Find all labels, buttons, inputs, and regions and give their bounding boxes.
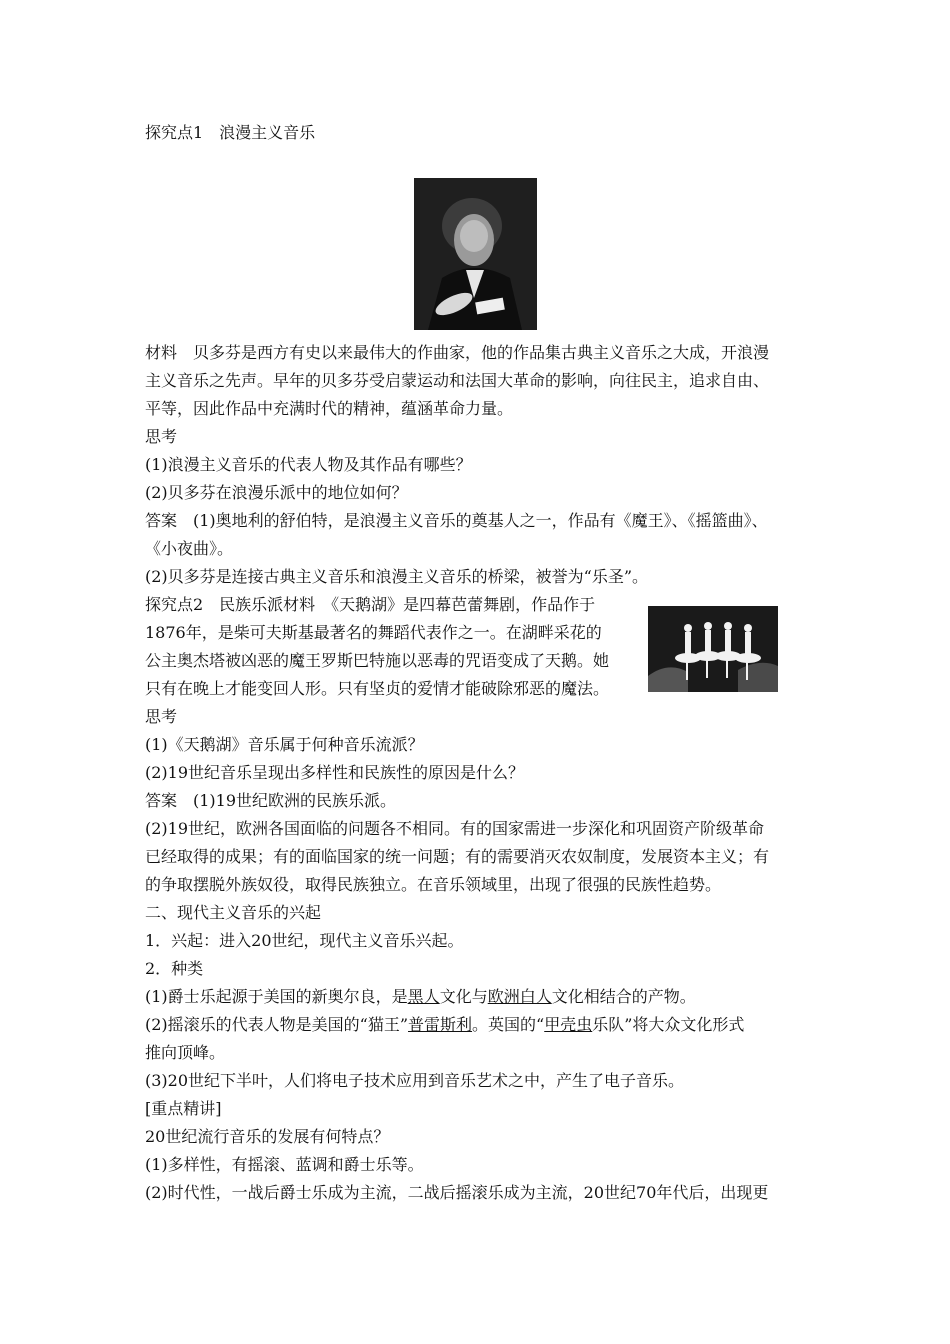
answer-2-line-3: 已经取得的成果；有的面临国家的统一问题；有的需要消灭农奴制度，发展资本主义；有 — [145, 847, 770, 866]
point-diversity: (1)多样性，有摇滚、蓝调和爵士乐等。 — [145, 1155, 424, 1174]
rock-underline-2: 甲壳虫 — [544, 1015, 593, 1034]
material-1-line-2: 主义音乐之先声。早年的贝多芬受启蒙运动和法国大革命的影响，向往民主，追求自由、 — [145, 371, 770, 390]
beethoven-portrait-image — [414, 178, 537, 330]
rock-text-c: 乐队”将大众文化形式 — [592, 1015, 745, 1034]
think-label-1: 思考 — [145, 427, 178, 446]
material-2-line-2: 1876年，是柴可夫斯基最著名的舞蹈代表作之一。在湖畔采花的 — [145, 623, 602, 642]
material-2-line-4: 只有在晚上才能变回人形。只有坚贞的爱情才能破除邪恶的魔法。 — [145, 679, 610, 698]
list-item-types: 2．种类 — [145, 959, 204, 978]
jazz-text-b: 文化与 — [439, 987, 488, 1006]
material-1-line-1: 材料 贝多芬是西方有史以来最伟大的作曲家，他的作品集古典主义音乐之大成，开浪漫 — [145, 343, 770, 362]
focus-label: [重点精讲] — [145, 1099, 222, 1118]
answer-2-line-2: (2)19世纪，欧洲各国面临的问题各不相同。有的国家需进一步深化和巩固资产阶级革命 — [145, 819, 765, 838]
question-3: (1)《天鹅湖》音乐属于何种音乐流派？ — [145, 735, 424, 754]
jazz-underline-2: 欧洲白人 — [487, 987, 552, 1006]
answer-1-line-2: 《小夜曲》。 — [145, 539, 234, 558]
section-heading-2: 二、现代主义音乐的兴起 — [145, 903, 322, 922]
answer-1-line-3: (2)贝多芬是连接古典主义音乐和浪漫主义音乐的桥梁，被誉为“乐圣”。 — [145, 567, 649, 586]
answer-2-line-1: 答案 (1)19世纪欧洲的民族乐派。 — [145, 791, 397, 810]
question-4: (2)19世纪音乐呈现出多样性和民族性的原因是什么？ — [145, 763, 525, 782]
point-era: (2)时代性，一战后爵士乐成为主流，二战后摇滚乐成为主流，20世纪70年代后，出现更 — [145, 1183, 769, 1202]
rock-underline-1: 普雷斯利 — [408, 1015, 473, 1034]
material-2-line-3: 公主奥杰塔被凶恶的魔王罗斯巴特施以恶毒的咒语变成了天鹅。她 — [145, 651, 610, 670]
rock-line — [145, 1014, 744, 1036]
jazz-text-c: 文化相结合的产物。 — [551, 987, 696, 1006]
material-2-line-1: 探究点2 民族乐派材料 《天鹅湖》是四幕芭蕾舞剧，作品作于 — [145, 595, 596, 614]
jazz-line — [145, 986, 696, 1008]
rock-line-2: 推向顶峰。 — [145, 1043, 226, 1062]
list-item-rise: 1．兴起：进入20世纪，现代主义音乐兴起。 — [145, 931, 464, 950]
material-1-line-3: 平等，因此作品中充满时代的精神，蕴涵革命力量。 — [145, 399, 514, 418]
question-1: (1)浪漫主义音乐的代表人物及其作品有哪些？ — [145, 455, 472, 474]
question-2: (2)贝多芬在浪漫乐派中的地位如何？ — [145, 483, 408, 502]
answer-2-line-4: 的争取摆脱外族奴役，取得民族独立。在音乐领域里，出现了很强的民族性趋势。 — [145, 875, 722, 894]
jazz-underline-1: 黑人 — [407, 987, 440, 1006]
question-pop-music: 20世纪流行音乐的发展有何特点？ — [145, 1127, 390, 1146]
swan-lake-ballet-image — [648, 606, 778, 692]
answer-1-line-1: 答案 (1)奥地利的舒伯特，是浪漫主义音乐的奠基人之一，作品有《魔王》、《摇篮曲》、 — [145, 511, 768, 530]
section-heading-1: 探究点1 浪漫主义音乐 — [145, 123, 316, 142]
rock-text-b: 。英国的“ — [472, 1015, 545, 1034]
jazz-text-a: (1)爵士乐起源于美国的新奥尔良，是 — [145, 987, 408, 1006]
rock-text-a: (2)摇滚乐的代表人物是美国的“猫王” — [145, 1015, 409, 1034]
electronic-music-line: (3)20世纪下半叶，人们将电子技术应用到音乐艺术之中，产生了电子音乐。 — [145, 1071, 685, 1090]
think-label-2: 思考 — [145, 707, 178, 726]
